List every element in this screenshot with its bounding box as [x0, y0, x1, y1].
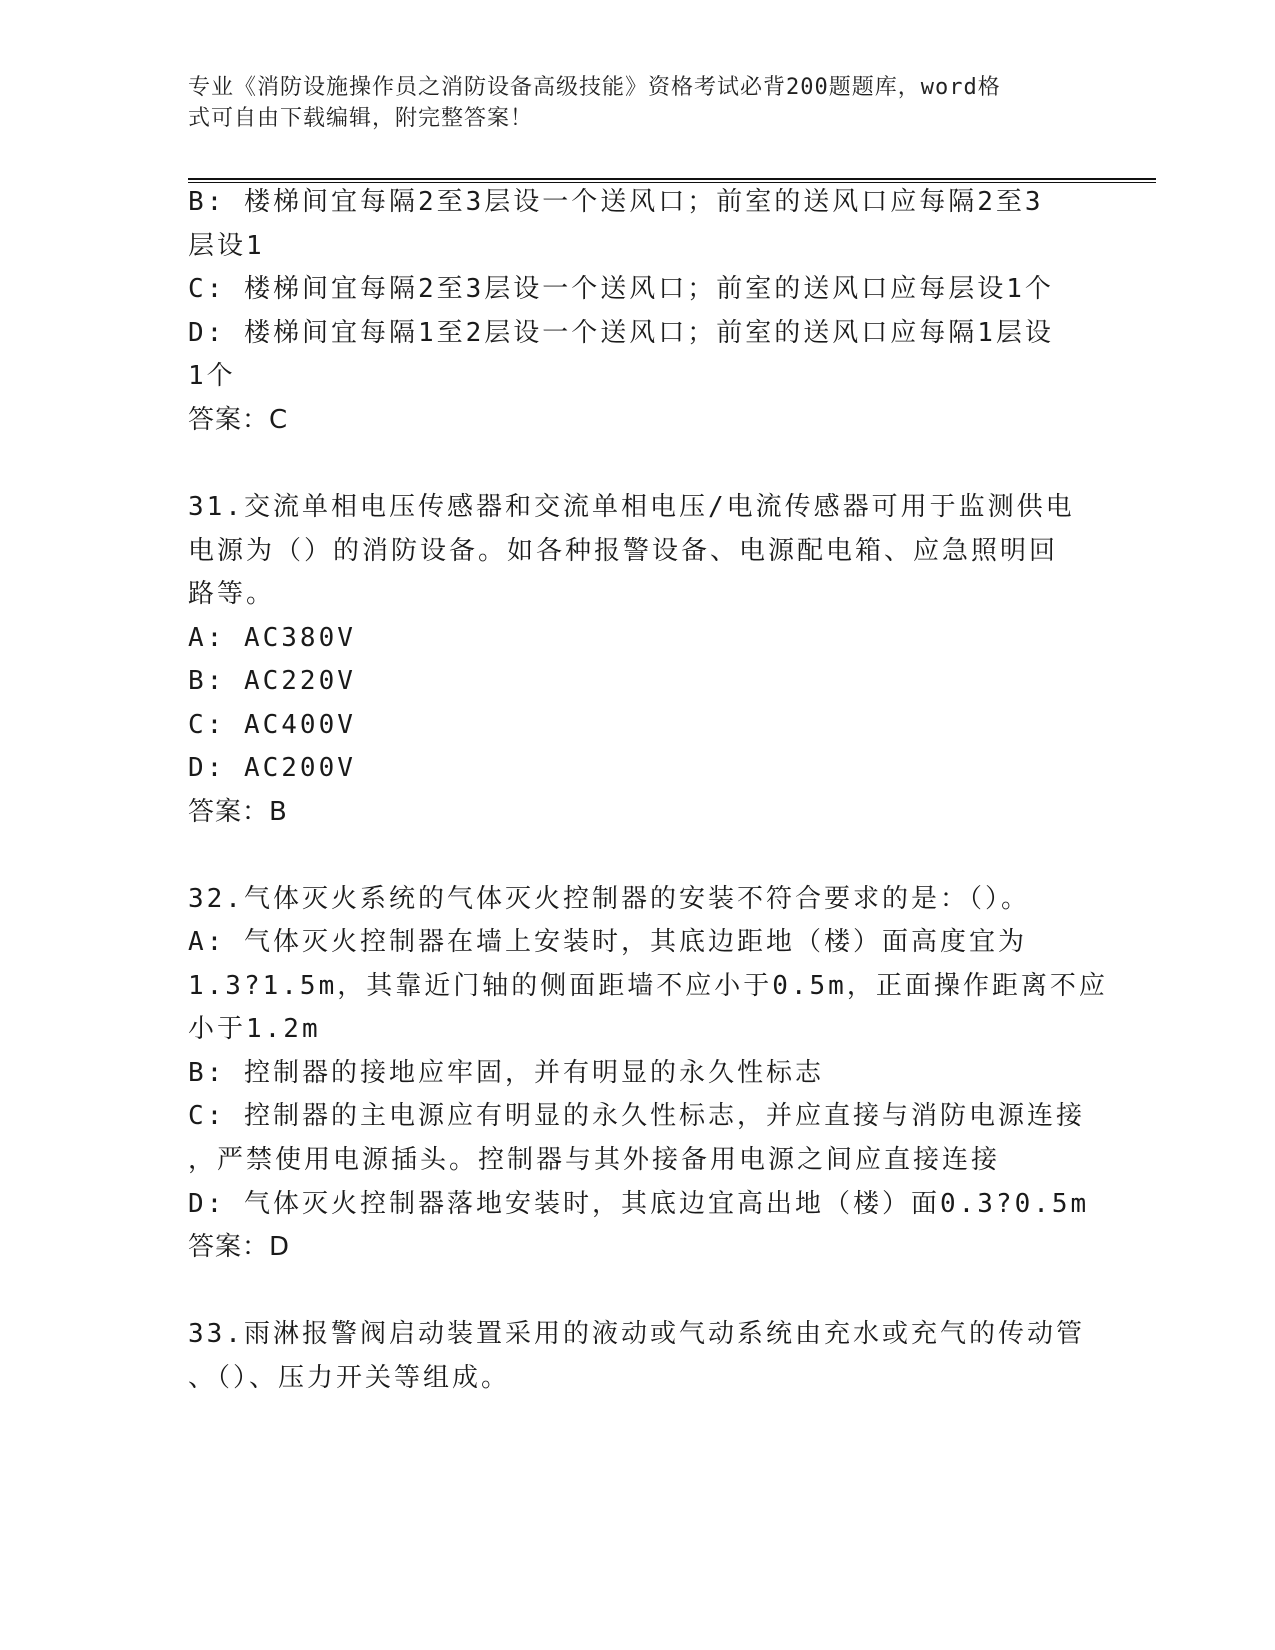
- q31-answer: 答案：B: [188, 797, 288, 827]
- q31-stem-line-1: 31.交流单相电压传感器和交流单相电压/电流传感器可用于监测供电: [188, 492, 1075, 522]
- q31-stem-line-2: 电源为（）的消防设备。如各种报警设备、电源配电箱、应急照明回: [188, 536, 1059, 566]
- q31-option-c: C: AC400V: [188, 710, 356, 740]
- q31-option-d: D: AC200V: [188, 753, 356, 783]
- q32-option-a-line-1: A: 气体灭火控制器在墙上安装时，其底边距地（楼）面高度宜为: [188, 927, 1027, 957]
- q33-stem-line-1: 33.雨淋报警阀启动装置采用的液动或气动系统由充水或充气的传动管: [188, 1319, 1085, 1349]
- q30-option-d-line-1: D: 楼梯间宜每隔1至2层设一个送风口；前室的送风口应每隔1层设: [188, 318, 1054, 348]
- q32-option-c-line-2: ，严禁使用电源插头。控制器与其外接备用电源之间应直接连接: [188, 1145, 1001, 1175]
- q32-option-b: B: 控制器的接地应牢固，并有明显的永久性标志: [188, 1058, 824, 1088]
- q31-stem-line-3: 路等。: [188, 579, 276, 609]
- document-header: [188, 72, 1068, 134]
- header-divider: [188, 178, 1156, 183]
- q30-option-b-line-1: B: 楼梯间宜每隔2至3层设一个送风口；前室的送风口应每隔2至3: [188, 187, 1044, 217]
- header-line-1: 专业《消防设施操作员之消防设备高级技能》资格考试必背200题题库，word格: [188, 75, 1001, 100]
- q32-option-d: D: 气体灭火控制器落地安装时，其底边宜高出地（楼）面0.3?0.5m: [188, 1189, 1090, 1219]
- q30-option-c: C: 楼梯间宜每隔2至3层设一个送风口；前室的送风口应每层设1个: [188, 274, 1054, 304]
- q30-option-b-line-2: 层设1: [188, 231, 265, 261]
- q31-option-a: A: AC380V: [188, 623, 356, 653]
- q32-option-c-line-1: C: 控制器的主电源应有明显的永久性标志，并应直接与消防电源连接: [188, 1101, 1085, 1131]
- q33-stem-line-2: 、（）、压力开关等组成。: [188, 1363, 511, 1393]
- header-line-2: 式可自由下载编辑，附完整答案！: [188, 106, 534, 131]
- q31-option-b: B: AC220V: [188, 666, 356, 696]
- q32-option-a-line-2: 1.3?1.5m，其靠近门轴的侧面距墙不应小于0.5m，正面操作距离不应: [188, 971, 1108, 1001]
- q30-option-d-line-2: 1个: [188, 361, 236, 391]
- q30-answer: 答案：C: [188, 405, 289, 435]
- q32-stem: 32.气体灭火系统的气体灭火控制器的安装不符合要求的是：（）。: [188, 884, 1030, 914]
- q32-option-a-line-3: 小于1.2m: [188, 1014, 321, 1044]
- q32-answer: 答案：D: [188, 1232, 291, 1262]
